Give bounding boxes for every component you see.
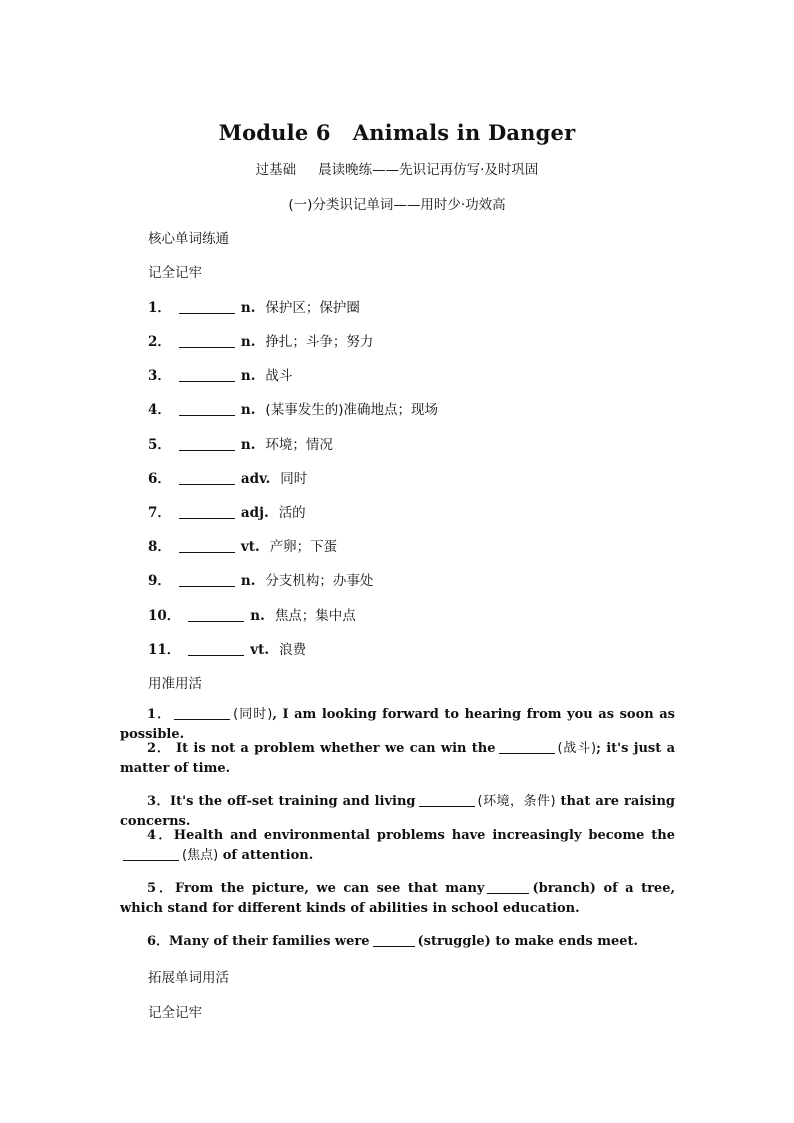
vocab-item	[148, 604, 356, 624]
exercise-item	[120, 739, 675, 779]
module-name: Animals in Danger	[352, 120, 576, 145]
module-title	[0, 120, 794, 145]
memorize-heading: 记全记牢	[148, 265, 202, 281]
heading-text: 晨读晚练——先识记再仿写·及时巩固	[318, 162, 539, 178]
subsection-heading: (一)分类识记单词——用时少·功效高	[288, 197, 506, 213]
part-of-speech: n.	[240, 368, 256, 384]
part-of-speech: n.	[240, 573, 256, 589]
item-number: 9．	[148, 573, 171, 589]
item-number: 4．	[148, 402, 171, 418]
item-number: 7．	[148, 505, 171, 521]
item-number: 5．	[148, 437, 171, 453]
meaning: 产卵；下蛋	[269, 539, 338, 555]
meaning: (某事发生的)准确地点；现场	[265, 402, 438, 418]
answer-blank[interactable]	[179, 347, 235, 348]
sentence-start: It's the off-set training and living	[170, 794, 416, 809]
use-heading: 用准用活	[148, 676, 202, 692]
part-of-speech: n.	[240, 334, 256, 350]
exercise-item	[120, 826, 675, 866]
vocab-item	[148, 296, 360, 316]
item-number: 1．	[148, 300, 171, 316]
hint: (焦点)	[182, 848, 219, 863]
vocab-item	[148, 364, 292, 384]
heading-label: 过基础	[255, 162, 297, 178]
module-number: Module 6	[218, 120, 331, 145]
item-number: 2．	[148, 334, 171, 350]
answer-blank[interactable]	[123, 860, 179, 861]
answer-blank[interactable]	[487, 893, 529, 894]
meaning: 保护区；保护圈	[265, 300, 360, 316]
meaning: 分支机构；办事处	[265, 573, 374, 589]
item-number: 10．	[148, 608, 181, 624]
hint: (环境，条件)	[477, 794, 556, 809]
item-number: 3．	[148, 368, 171, 384]
answer-blank[interactable]	[179, 415, 235, 416]
vocab-item	[148, 330, 373, 350]
vocab-item	[148, 535, 337, 555]
vocab-item	[148, 467, 307, 487]
answer-blank[interactable]	[179, 518, 235, 519]
meaning: 环境；情况	[265, 437, 333, 453]
answer-blank[interactable]	[179, 450, 235, 451]
sentence-start: From the picture, we can see that many	[174, 881, 485, 896]
vocab-item	[148, 638, 306, 658]
answer-blank[interactable]	[419, 806, 475, 807]
hint: (struggle)	[417, 934, 491, 949]
hint: (branch)	[532, 881, 596, 896]
sentence-end: to make ends meet.	[495, 934, 639, 949]
sentence-start: It is not a problem whether we can win the	[175, 741, 496, 756]
answer-blank[interactable]	[188, 621, 244, 622]
item-number: 3．	[147, 794, 171, 809]
answer-blank[interactable]	[179, 586, 235, 587]
section-heading	[0, 158, 794, 178]
part-of-speech: n.	[240, 437, 256, 453]
part-of-speech: n.	[240, 402, 256, 418]
part-of-speech: adv.	[240, 471, 271, 487]
vocab-item	[148, 569, 373, 589]
part-of-speech: n.	[240, 300, 256, 316]
answer-blank[interactable]	[179, 484, 235, 485]
answer-blank[interactable]	[179, 313, 235, 314]
item-number: 2．	[147, 741, 171, 756]
memorize-heading-2: 记全记牢	[148, 1005, 202, 1021]
part-of-speech: n.	[250, 608, 265, 624]
item-number: 1．	[147, 707, 172, 722]
meaning: 浪费	[279, 642, 307, 658]
part-of-speech: vt.	[240, 539, 260, 555]
sentence-end: ; it's just a matter of time.	[120, 741, 675, 776]
answer-blank[interactable]	[188, 655, 244, 656]
sentence-end: that are raising concerns.	[120, 794, 675, 829]
exercise-item	[120, 879, 675, 919]
answer-blank[interactable]	[179, 381, 235, 382]
item-number: 11．	[148, 642, 181, 658]
sentence-start: Many of their families were	[169, 934, 370, 949]
meaning: 同时	[280, 471, 308, 487]
hint: (战斗)	[557, 741, 597, 756]
vocab-item	[148, 398, 438, 418]
answer-blank[interactable]	[499, 753, 555, 754]
meaning: 焦点；集中点	[274, 608, 356, 624]
vocab-item	[148, 501, 306, 521]
meaning: 挣扎；斗争；努力	[265, 334, 374, 350]
sentence-end: of a tree, which stand for different kinds of abilities in school education.	[120, 881, 675, 916]
item-number: 5．	[147, 881, 175, 896]
item-number: 6．	[148, 471, 171, 487]
exercise-item	[120, 932, 675, 952]
sentence-end: of attention.	[222, 848, 314, 863]
expand-words-heading: 拓展单词用活	[148, 970, 229, 986]
part-of-speech: vt.	[250, 642, 270, 658]
hint: (同时)	[233, 707, 273, 722]
item-number: 6．	[147, 934, 170, 949]
core-words-heading: 核心单词练通	[148, 231, 229, 247]
answer-blank[interactable]	[174, 719, 230, 720]
vocab-item	[148, 433, 333, 453]
item-number: 4．	[147, 828, 174, 843]
sentence-end: , I am looking forward to hearing from you as soon as possible.	[120, 707, 675, 742]
item-number: 8．	[148, 539, 171, 555]
answer-blank[interactable]	[179, 552, 235, 553]
sentence-start: Health and environmental problems have increasingly become the	[173, 828, 675, 843]
answer-blank[interactable]	[373, 946, 415, 947]
meaning: 战斗	[265, 368, 293, 384]
part-of-speech: adj.	[240, 505, 269, 521]
meaning: 活的	[278, 505, 306, 521]
